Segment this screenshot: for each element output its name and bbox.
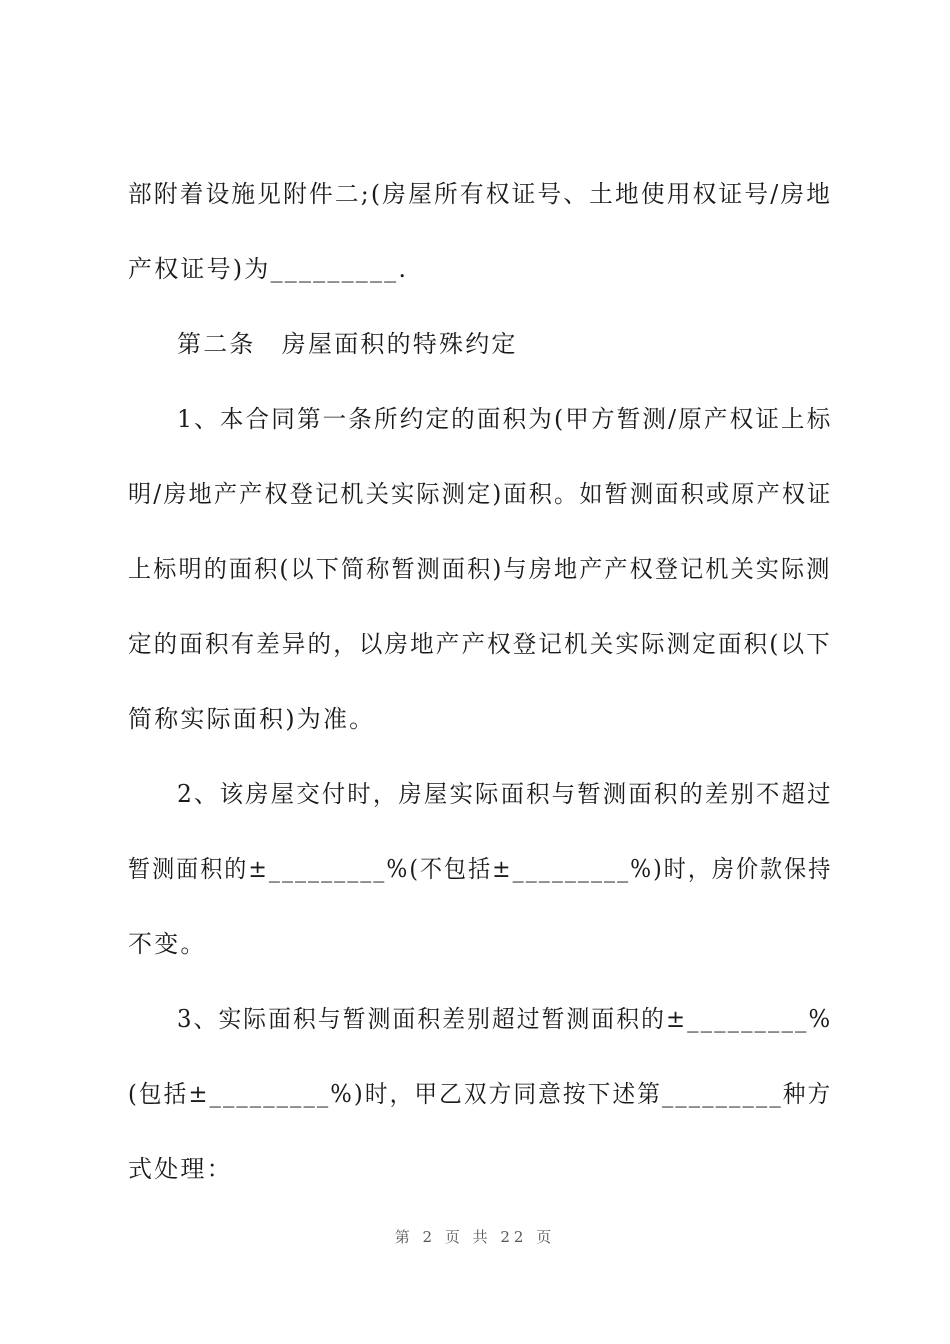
- body-line: 3、实际面积与暂测面积差别超过暂测面积的±_________%: [177, 1005, 833, 1033]
- body-line: 简称实际面积)为准。: [128, 705, 376, 733]
- body-line: 1、本合同第一条所约定的面积为(甲方暂测/原产权证上标: [177, 405, 833, 433]
- page-number-footer: 第 2 页 共 22 页: [394, 1228, 556, 1246]
- body-line: (包括±_________%)时，甲乙双方同意按下述第_________种方: [128, 1080, 833, 1108]
- body-line: 式处理：: [128, 1155, 233, 1183]
- body-line: 2、该房屋交付时，房屋实际面积与暂测面积的差别不超过: [177, 780, 833, 808]
- body-line: 暂测面积的±_________%(不包括±_________%)时，房价款保持: [128, 855, 833, 883]
- body-line: 明/房地产产权登记机关实际测定)面积。如暂测面积或原产权证: [128, 480, 833, 508]
- body-line: 产权证号)为_________.: [128, 255, 409, 283]
- body-line: 不变。: [128, 930, 207, 958]
- body-line: 部附着设施见附件二;(房屋所有权证号、土地使用权证号/房地: [128, 180, 833, 208]
- section-heading: 第二条 房屋面积的特殊约定: [177, 330, 518, 358]
- body-line: 定的面积有差异的，以房地产产权登记机关实际测定面积(以下: [128, 630, 832, 658]
- body-line: 上标明的面积(以下简称暂测面积)与房地产产权登记机关实际测: [128, 555, 832, 583]
